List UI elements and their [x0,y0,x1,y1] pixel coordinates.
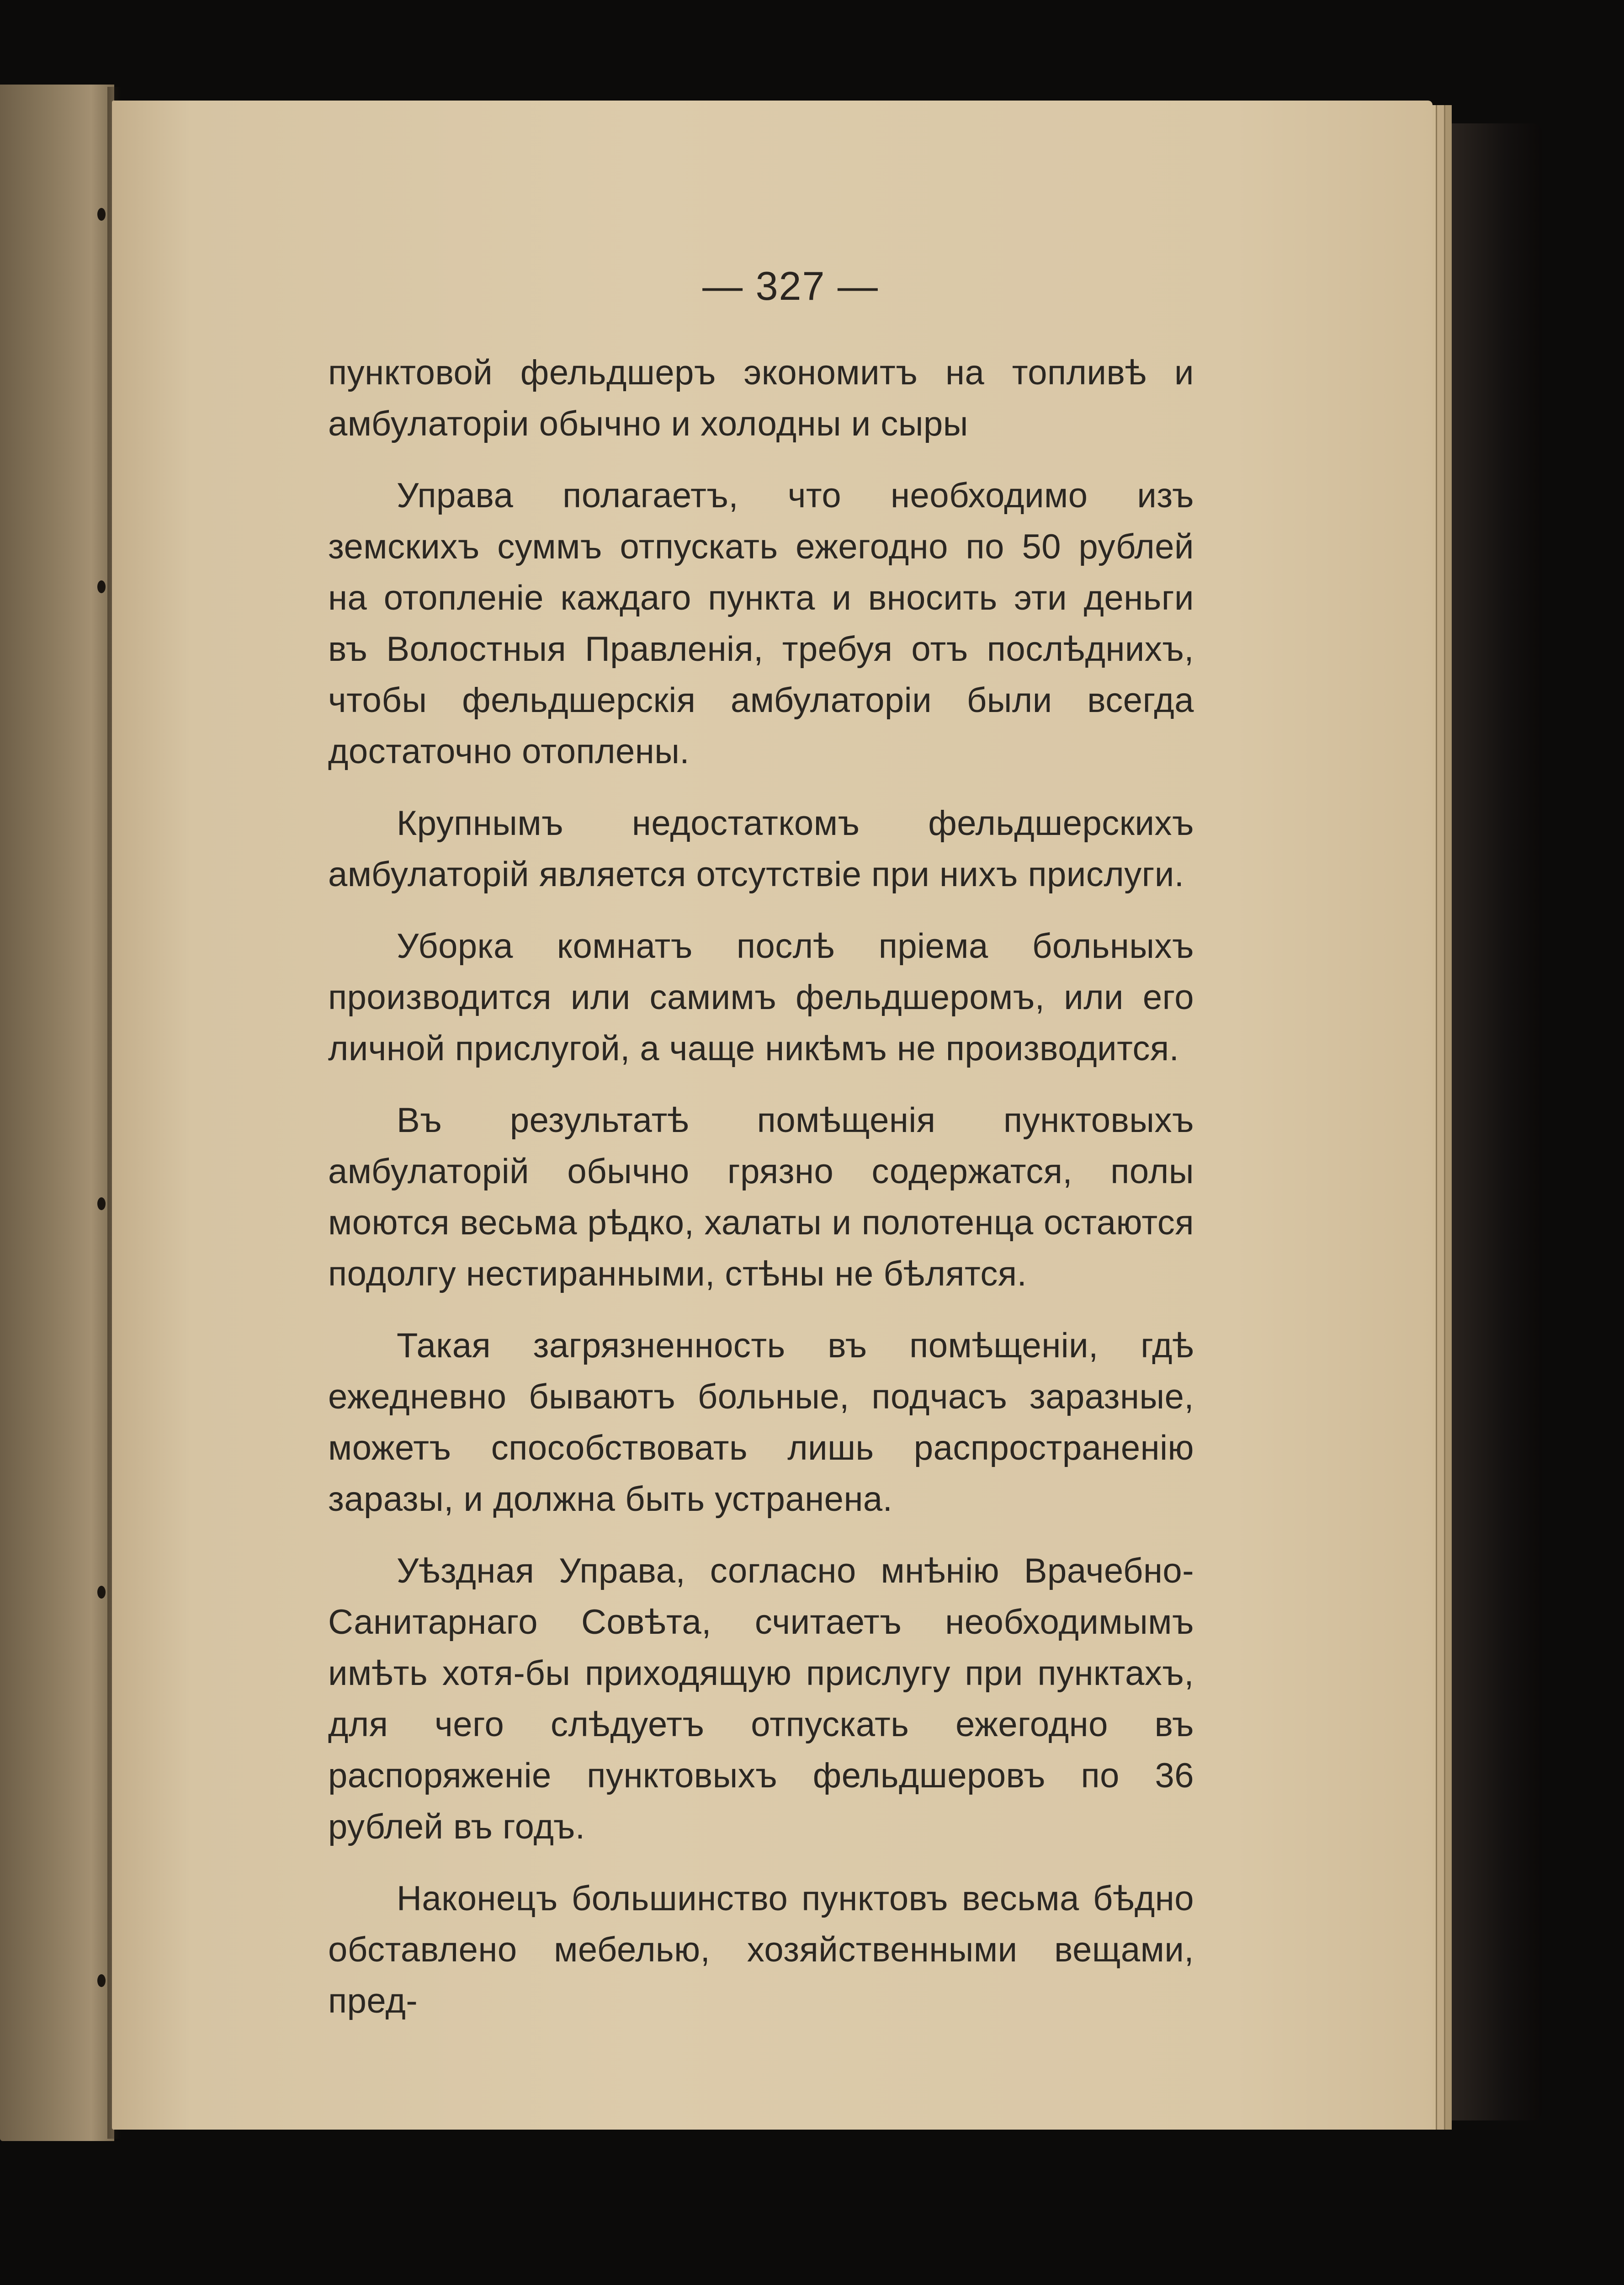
previous-page-edge [0,85,114,2141]
paragraph: Уборка комнатъ послѣ пріема больныхъ производится или самимъ фельдшеромъ, или его личной прислугой, а чаще никѣмъ не производится. [328,927,1194,1068]
page-text [328,347,1194,2047]
binding-stitch [97,208,106,221]
paragraph: Крупнымъ недостаткомъ фельдшерскихъ амбулаторій является отсутствіе при нихъ прислуги. [328,804,1194,894]
paragraph: Уѣздная Управа, согласно мнѣнію Врачебно-Санитарнаго Совѣта, считаетъ необходимымъ имѣть хотя-бы приходящую прислугу при пунктахъ, для чего слѣдуетъ отпускать ежегодно въ распоряженіе пунктовыхъ фельдшеровъ по 36 рублей въ годъ. [328,1552,1194,1846]
paragraph: Такая загрязненность въ помѣщеніи, гдѣ ежедневно бываютъ больные, подчасъ заразные, можетъ способствовать лишь распространенію заразы, и должна быть устранена. [328,1326,1194,1519]
binding-stitch [97,580,106,593]
paragraph: Наконецъ большинство пунктовъ весьма бѣдно обставлено мебелью, хозяйственными вещами, пред- [328,1879,1194,2020]
paragraph: Въ результатѣ помѣщенія пунктовыхъ амбулаторій обычно грязно содержатся, полы моются весьма рѣдко, халаты и полотенца остаются подолгу нестиранными, стѣны не бѣлятся. [328,1101,1194,1293]
page-number: — 327 — [702,263,879,308]
binding-stitch [97,1974,106,1987]
page-stack-edge [1444,105,1452,2130]
paragraph: пунктовой фельдшеръ экономитъ на топливѣ и амбулаторіи обычно и холодны и сыры [328,353,1194,443]
binding-stitch [97,1586,106,1599]
paragraph: Управа полагаетъ, что необходимо изъ земскихъ суммъ отпускать ежегодно по 50 рублей на отопленіе каждаго пункта и вносить эти деньги въ Волостныя Правленія, требуя отъ послѣднихъ, чтобы фельдшерскія амбулаторіи были всегда достаточно отоплены. [328,476,1194,771]
book-cover [1450,123,1542,2120]
binding-stitch [97,1197,106,1210]
